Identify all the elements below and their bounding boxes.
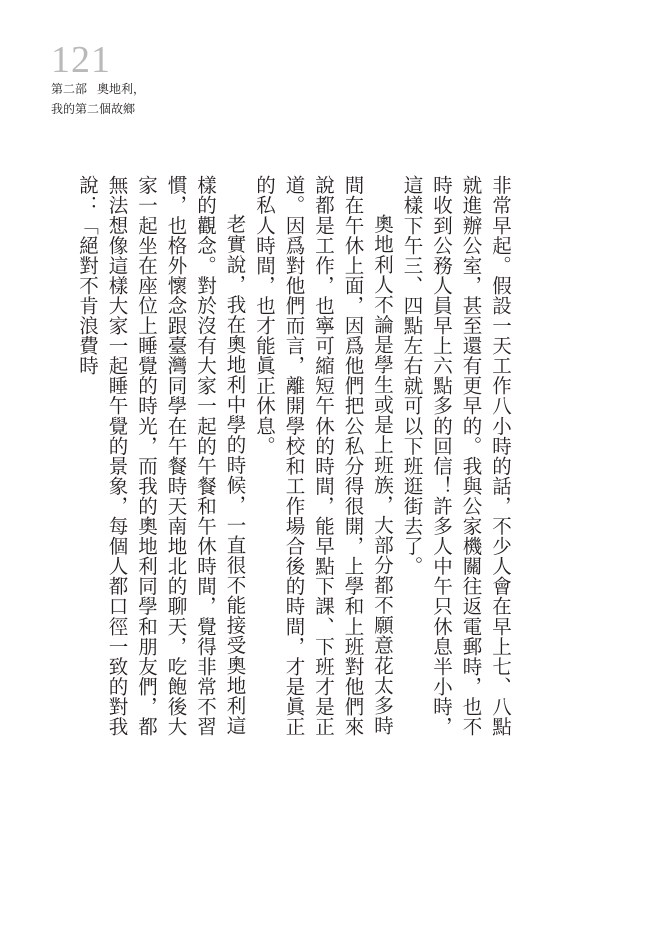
paragraph-1: 非常早起。假設一天工作八小時的話，不少人會在早上七、八點就進辦公室，甚至還有更早的。我與公家機關往返電郵時，也不時收到公務人員早上六點多的回信！許多人中午只休息半小時，這樣下午三、四點左右就可以下班逛街去了。: [400, 175, 512, 737]
paragraph-3: 老實說，我在奧地利中學的時候，一直很不能接受奧地利這樣的觀念。對於沒有大家一起的午餐和午休時間，覺得非常不習慣，也格外懷念跟臺灣同學在午餐時天南地北的聊天，吃飽後大家一起坐在座位上睡覺的時光，而我的奧地利同學和朋友們，都無法想像這樣大家一起睡午覺的景象，每個人都口徑一致的對我說：「絕對不肯浪費時: [76, 175, 247, 737]
chapter-title-part-1: 奧地利，: [97, 82, 146, 96]
section-title-line-1: [51, 79, 145, 99]
part-label: 第二部: [51, 82, 88, 96]
body-text: [76, 175, 515, 745]
page-number: 121: [51, 39, 111, 81]
paragraph-2: 奧地利人不論是學生或是上班族，大部分都不願意花太多時間在午休上面，因爲他們把公私分得很開，上學和上班對他們來說都是工作，也寧可縮短午休的時間，能早點下課、下班才是正道。因爲對他們而言，離開學校和工作場合後的時間，才是眞正的私人時間，也才能眞正休息。: [253, 175, 394, 737]
chapter-title-part-2: 我的第二個故鄉: [51, 102, 136, 116]
running-header: [51, 41, 145, 119]
